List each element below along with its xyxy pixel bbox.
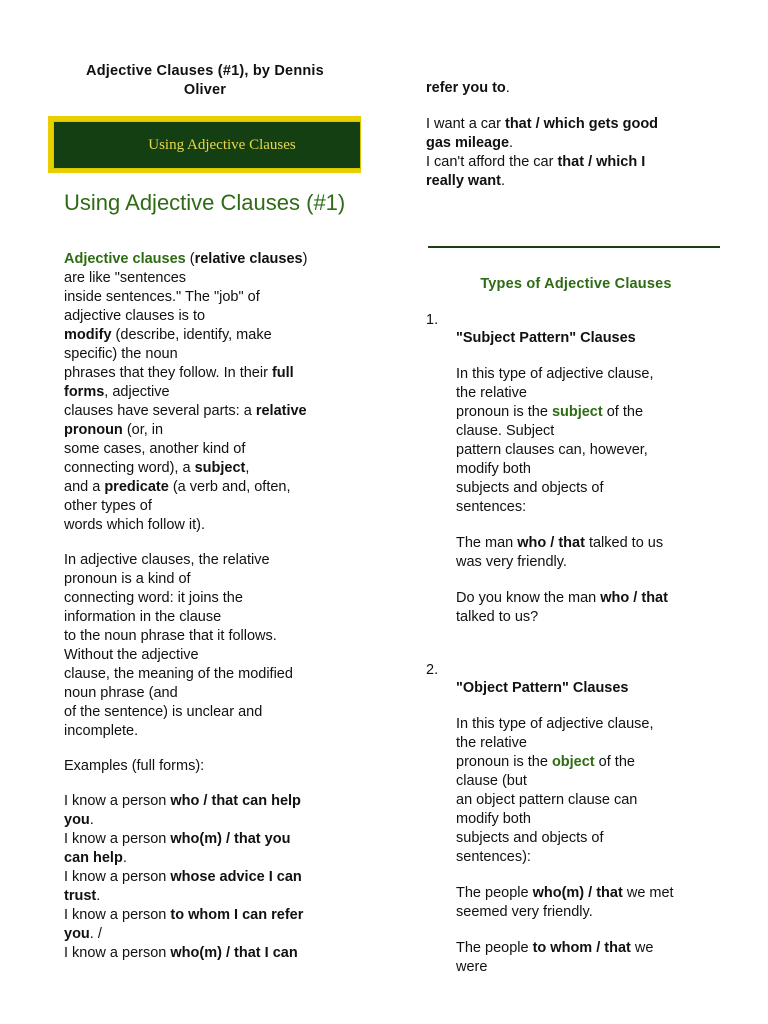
text: pronoun is the: [456, 754, 552, 770]
section-title: "Object Pattern" Clauses: [456, 680, 629, 696]
text-line: clause (but: [456, 773, 527, 789]
example-clause: whose advice I can: [170, 869, 302, 885]
text-line: the relative: [456, 385, 527, 401]
term-object: object: [551, 754, 595, 770]
example-clause: who(m) / that I can: [170, 945, 298, 961]
example-clause: who / that: [600, 590, 668, 606]
text-line: information in the clause: [64, 609, 222, 625]
text-line: clause, the meaning of the modified: [64, 666, 293, 682]
types-heading: Types of Adjective Clauses: [480, 276, 672, 292]
text-line: connecting word: it joins the: [64, 590, 243, 606]
text: I can't afford the car: [426, 154, 558, 170]
text-line: subjects and objects of: [456, 830, 604, 846]
text-line: incomplete.: [64, 723, 139, 739]
banner: [48, 116, 361, 173]
text: .: [96, 888, 101, 904]
text: (: [185, 251, 195, 267]
text-line: of the sentence) is unclear and: [64, 704, 263, 720]
text: I know a person: [64, 907, 171, 923]
explanation-paragraph: [64, 551, 364, 741]
text: Do you know the man: [456, 590, 601, 606]
text: I want a car: [426, 116, 505, 132]
example-clause: really want: [426, 173, 501, 189]
term-adjective-clauses: Adjective clauses: [64, 251, 186, 267]
text: talked to us: [584, 535, 664, 551]
text-line: specific) the noun: [64, 346, 178, 362]
text-line: In adjective clauses, the relative: [64, 552, 270, 568]
text: .: [122, 850, 127, 866]
text-line: some cases, another kind of: [64, 441, 246, 457]
section-divider: [428, 246, 720, 248]
section-title: "Subject Pattern" Clauses: [456, 330, 636, 346]
example-clause: trust: [64, 888, 97, 904]
text: .: [505, 80, 510, 96]
text: The man: [456, 535, 518, 551]
example-clause: refer you to: [426, 80, 506, 96]
text-line: an object pattern clause can: [456, 792, 638, 808]
text-line: noun phrase (and: [64, 685, 178, 701]
text: The people: [456, 885, 533, 901]
text-line: are like "sentences: [64, 270, 187, 286]
text: , adjective: [104, 384, 170, 400]
examples-list: [64, 792, 364, 963]
text: (or, in: [122, 422, 164, 438]
term-relative-clauses: relative clauses: [194, 251, 303, 267]
term-forms: forms: [64, 384, 105, 400]
text: (describe, identify, make: [111, 327, 272, 343]
text: I know a person: [64, 869, 171, 885]
text: The people: [456, 940, 533, 956]
text-line: pattern clauses can, however,: [456, 442, 648, 458]
list-number-1: 1.: [426, 312, 439, 328]
text-line: In this type of adjective clause,: [456, 716, 654, 732]
text-line: Without the adjective: [64, 647, 199, 663]
right-column-top: [426, 79, 726, 191]
term-modify: modify: [64, 327, 112, 343]
example-clause: gas mileage: [426, 135, 510, 151]
intro-paragraph: [64, 250, 364, 535]
text-line: pronoun is a kind of: [64, 571, 191, 587]
banner-panel: [53, 121, 361, 169]
left-column: [64, 250, 364, 963]
example-clause: who / that can help: [170, 793, 301, 809]
text-line: to the noun phrase that it follows.: [64, 628, 277, 644]
text: .: [500, 173, 505, 189]
example-clause: to whom I can refer: [170, 907, 304, 923]
text-line: other types of: [64, 498, 152, 514]
text-line: words which follow it).: [64, 517, 206, 533]
text: we: [630, 940, 654, 956]
object-pattern-section: [456, 679, 746, 977]
document-title: [60, 62, 350, 100]
term-predicate: predicate: [104, 479, 169, 495]
text-line: In this type of adjective clause,: [456, 366, 654, 382]
example-clause: who / that: [517, 535, 585, 551]
text: I know a person: [64, 945, 171, 961]
text-line: inside sentences." The "job" of: [64, 289, 260, 305]
examples-label: [64, 757, 364, 776]
text: of the: [602, 404, 644, 420]
text-line: clause. Subject: [456, 423, 555, 439]
text: pronoun is the: [456, 404, 552, 420]
text: I know a person: [64, 831, 171, 847]
banner-text: Using Adjective Clauses: [148, 136, 296, 153]
title-line-2: Oliver: [183, 82, 227, 98]
page-heading: Using Adjective Clauses (#1): [64, 190, 346, 215]
title-line-1: Adjective Clauses (#1), by Dennis: [86, 63, 324, 79]
term-subject: subject: [551, 404, 603, 420]
text: . /: [89, 926, 102, 942]
text-line: seemed very friendly.: [456, 904, 593, 920]
text: ): [302, 251, 308, 267]
example-clause: can help: [64, 850, 123, 866]
text-line: sentences:: [456, 499, 527, 515]
list-number-2: 2.: [426, 662, 439, 678]
text: clauses have several parts: a: [64, 403, 256, 419]
text: of the: [594, 754, 635, 770]
text: (a verb and, often,: [168, 479, 291, 495]
text: .: [509, 135, 514, 151]
text: and a: [64, 479, 105, 495]
example-clause: you: [64, 926, 90, 942]
text: .: [89, 812, 94, 828]
text-line: modify both: [456, 461, 531, 477]
example-clause: you: [64, 812, 90, 828]
text-line: the relative: [456, 735, 527, 751]
text-line: talked to us?: [456, 609, 539, 625]
term-full: full: [271, 365, 294, 381]
text-line: adjective clauses is to: [64, 308, 206, 324]
text-line: was very friendly.: [456, 554, 567, 570]
text-line: subjects and objects of: [456, 480, 604, 496]
example-clause: to whom / that: [532, 940, 631, 956]
text: ,: [245, 460, 250, 476]
subject-pattern-section: [456, 329, 746, 627]
text: we met: [622, 885, 674, 901]
text: connecting word), a: [64, 460, 195, 476]
text-line: modify both: [456, 811, 531, 827]
term-relative: relative: [255, 403, 307, 419]
text-line: were: [456, 959, 488, 975]
example-clause: that / which I: [557, 154, 646, 170]
text-line: sentences):: [456, 849, 531, 865]
example-clause: that / which gets good: [504, 116, 659, 132]
term-subject: subject: [194, 460, 246, 476]
text: phrases that they follow. In their: [64, 365, 272, 381]
example-clause: who(m) / that you: [170, 831, 291, 847]
text: I know a person: [64, 793, 171, 809]
text-line: Examples (full forms):: [64, 758, 205, 774]
example-clause: who(m) / that: [532, 885, 623, 901]
term-pronoun: pronoun: [64, 422, 123, 438]
